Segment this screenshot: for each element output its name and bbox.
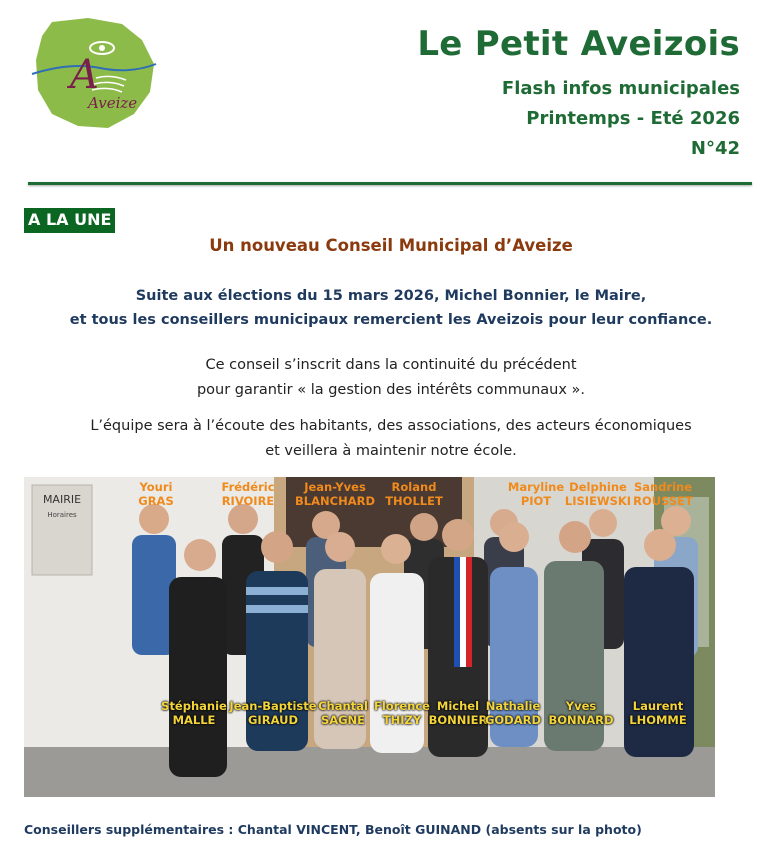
member-label: Laurent LHOMME [629, 699, 687, 727]
lead-line: Suite aux élections du 15 mars 2026, Michel Bonnier, le Maire, [135, 288, 647, 304]
member-label: Delphine LISIEWSKI [564, 480, 632, 508]
member-label: Yves BONNARD [548, 699, 614, 727]
svg-text:MAIRIE: MAIRIE [42, 493, 82, 506]
newsletter-season: Printemps - Eté 2026 [526, 108, 740, 129]
member-label: Florence THIZY [374, 699, 430, 727]
article-paragraph [0, 414, 782, 464]
aveize-village-logo-icon [30, 14, 158, 132]
member-label: Stéphanie MALLE [161, 699, 227, 727]
section-tag: A LA UNE [24, 208, 115, 233]
newsletter-title: Le Petit Aveizois [417, 24, 740, 64]
issue-number: N°42 [690, 138, 740, 159]
additional-councillors-note: Conseillers supplémentaires : Chantal VINCENT, Benoît GUINAND (absents sur la photo) [24, 822, 642, 837]
svg-text:Horaires: Horaires [47, 511, 77, 519]
newsletter-subtitle: Flash infos municipales [501, 78, 740, 99]
member-label: Roland THOLLET [385, 480, 443, 508]
member-label: Frédéric RIVOIRE [221, 480, 275, 508]
member-label: Jean-Baptiste GIRAUD [229, 699, 317, 727]
member-label: Nathalie GODARD [484, 699, 542, 727]
paragraph-line: L’équipe sera à l’écoute des habitants, des associations, des acteurs économiques [90, 418, 692, 434]
paragraph-line: et veillera à maintenir notre école. [265, 443, 517, 459]
member-label: Youri GRAS [138, 480, 174, 508]
article-lead [0, 284, 782, 332]
header-divider [28, 182, 752, 185]
aveize-logo [30, 14, 158, 132]
council-group-photo [24, 477, 715, 797]
member-label: Jean-Yves BLANCHARD [295, 480, 375, 508]
member-label: Sandrine ROUSSET [633, 480, 693, 508]
member-label: Maryline PIOT [507, 480, 565, 508]
svg-text:Aveize: Aveize [88, 94, 138, 112]
masthead [417, 22, 740, 164]
article-headline: Un nouveau Conseil Municipal d’Aveize [209, 236, 573, 255]
group-photo-illustration [24, 477, 715, 797]
member-label: Chantal SAGNE [318, 699, 368, 727]
paragraph-line: pour garantir « la gestion des intérêts communaux ». [196, 382, 586, 398]
svg-text:A: A [70, 52, 99, 98]
paragraph-line: Ce conseil s’inscrit dans la continuité du précédent [205, 357, 577, 373]
member-label: Michel BONNIER [428, 699, 488, 727]
lead-line: et tous les conseillers municipaux remercient les Aveizois pour leur confiance. [69, 312, 713, 328]
article-paragraph [0, 353, 782, 403]
